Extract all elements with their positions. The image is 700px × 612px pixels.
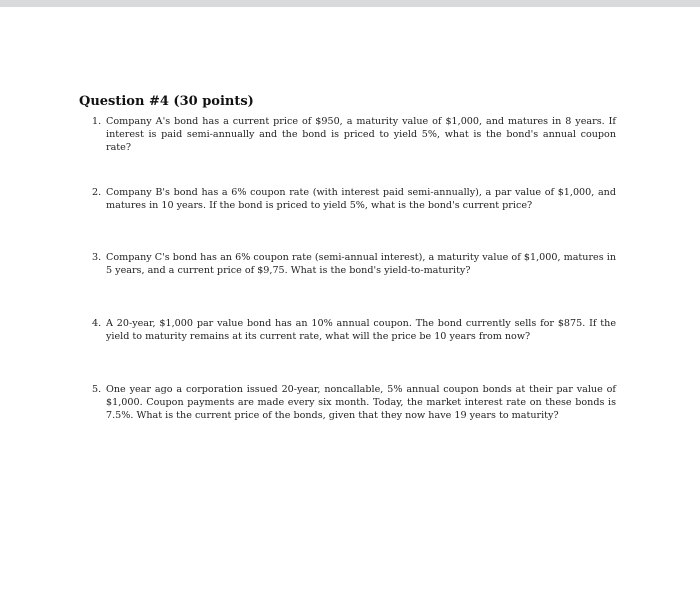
question-item-2 — [79, 186, 624, 212]
top-bar — [0, 0, 700, 7]
question-item-5 — [79, 383, 624, 422]
question-text: One year ago a corporation issued 20-year, noncallable, 5% annual coupon bonds at their par value of $1,000. Coupon payments are made every six month. Today, the market interest rate on these bonds is 7.5%. What is the current price of the bonds, given that they now have 19 years to maturity? — [106, 384, 616, 421]
question-block — [79, 93, 624, 422]
question-number: 3. — [92, 252, 102, 263]
question-item-1 — [79, 115, 624, 154]
question-item-4 — [79, 317, 624, 343]
question-item-3 — [79, 251, 624, 277]
question-text: Company C's bond has an 6% coupon rate (semi-annual interest), a maturity value of $1,000, matures in 5 years, and a current price of $9,75. What is the bond's yield-to-maturity? — [106, 252, 616, 276]
question-number: 5. — [92, 384, 102, 395]
question-heading: Question #4 (30 points) — [79, 94, 254, 109]
question-number: 1. — [92, 116, 102, 127]
question-text: Company B's bond has a 6% coupon rate (with interest paid semi-annually), a par value of $1,000, and matures in 10 years. If the bond is priced to yield 5%, what is the bond's current price? — [106, 187, 616, 211]
question-list — [79, 115, 624, 422]
question-number: 4. — [92, 318, 102, 329]
question-text: A 20-year, $1,000 par value bond has an 10% annual coupon. The bond currently sells for $875. If the yield to maturity remains at its current rate, what will the price be 10 years from now? — [106, 318, 616, 342]
question-text: Company A's bond has a current price of $950, a maturity value of $1,000, and matures in 8 years. If interest is paid semi-annually and the bond is priced to yield 5%, what is the bond's annual coupon rate? — [106, 116, 616, 153]
question-number: 2. — [92, 187, 102, 198]
